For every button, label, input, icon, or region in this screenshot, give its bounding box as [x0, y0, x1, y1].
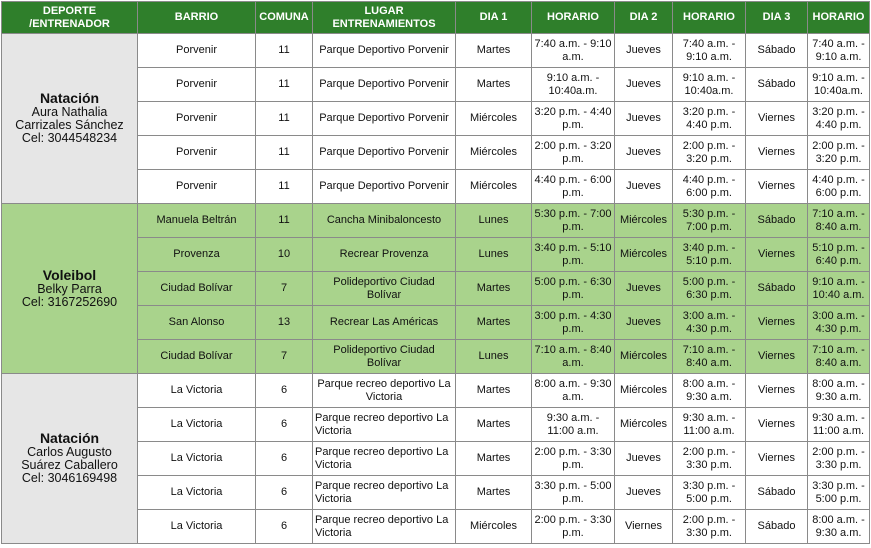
barrio-cell: La Victoria [138, 374, 256, 408]
horario3-cell: 5:10 p.m. - 6:40 p.m. [808, 238, 870, 272]
dia3-cell: Sábado [746, 476, 808, 510]
horario2-cell: 9:10 a.m. - 10:40a.m. [673, 68, 746, 102]
col-header-horario2: HORARIO [673, 2, 746, 34]
dia1-cell: Miércoles [456, 510, 532, 544]
dia3-cell: Viernes [746, 408, 808, 442]
lugar-cell: Parque recreo deportivo La Victoria [313, 510, 456, 544]
comuna-cell: 11 [256, 204, 313, 238]
barrio-cell: Ciudad Bolívar [138, 272, 256, 306]
comuna-cell: 11 [256, 170, 313, 204]
horario1-cell: 3:30 p.m. - 5:00 p.m. [532, 476, 615, 510]
dia2-cell: Miércoles [615, 340, 673, 374]
horario2-cell: 7:10 a.m. - 8:40 a.m. [673, 340, 746, 374]
dia2-cell: Viernes [615, 510, 673, 544]
coach-name: Aura Nathalia [31, 105, 108, 119]
coach-cell [2, 374, 138, 544]
horario3-cell: 3:20 p.m. - 4:40 p.m. [808, 102, 870, 136]
horario1-cell: 2:00 p.m. - 3:30 p.m. [532, 442, 615, 476]
dia3-cell: Sábado [746, 272, 808, 306]
barrio-cell: La Victoria [138, 510, 256, 544]
dia2-cell: Jueves [615, 170, 673, 204]
horario3-cell: 7:40 a.m. - 9:10 a.m. [808, 34, 870, 68]
comuna-cell: 11 [256, 68, 313, 102]
horario1-cell: 3:20 p.m. - 4:40 p.m. [532, 102, 615, 136]
barrio-cell: Manuela Beltrán [138, 204, 256, 238]
dia2-cell: Jueves [615, 68, 673, 102]
lugar-cell: Parque Deportivo Porvenir [313, 34, 456, 68]
lugar-cell: Parque Deportivo Porvenir [313, 68, 456, 102]
horario2-cell: 5:30 p.m. - 7:00 p.m. [673, 204, 746, 238]
col-header-comuna: COMUNA [256, 2, 313, 34]
dia1-cell: Lunes [456, 340, 532, 374]
horario1-cell: 2:00 p.m. - 3:20 p.m. [532, 136, 615, 170]
dia1-cell: Miércoles [456, 102, 532, 136]
horario3-cell: 7:10 a.m. - 8:40 a.m. [808, 204, 870, 238]
lugar-cell: Polideportivo Ciudad Bolívar [313, 272, 456, 306]
dia1-cell: Martes [456, 442, 532, 476]
dia2-cell: Jueves [615, 442, 673, 476]
comuna-cell: 10 [256, 238, 313, 272]
dia2-cell: Jueves [615, 136, 673, 170]
horario2-cell: 7:40 a.m. - 9:10 a.m. [673, 34, 746, 68]
horario1-cell: 8:00 a.m. - 9:30 a.m. [532, 374, 615, 408]
dia2-cell: Miércoles [615, 204, 673, 238]
table-row [2, 374, 870, 408]
dia1-cell: Martes [456, 306, 532, 340]
col-header-dia3: DIA 3 [746, 2, 808, 34]
col-header-horario3: HORARIO [808, 2, 870, 34]
comuna-cell: 7 [256, 340, 313, 374]
lugar-cell: Recrear Las Américas [313, 306, 456, 340]
dia3-cell: Viernes [746, 442, 808, 476]
comuna-cell: 6 [256, 476, 313, 510]
barrio-cell: La Victoria [138, 408, 256, 442]
horario2-cell: 9:30 a.m. - 11:00 a.m. [673, 408, 746, 442]
dia2-cell: Jueves [615, 272, 673, 306]
horario2-cell: 3:00 a.m. - 4:30 p.m. [673, 306, 746, 340]
lugar-cell: Parque recreo deportivo La Victoria [313, 374, 456, 408]
dia2-cell: Miércoles [615, 374, 673, 408]
barrio-cell: La Victoria [138, 442, 256, 476]
coach-name: Belky Parra [37, 281, 102, 296]
dia2-cell: Miércoles [615, 238, 673, 272]
coach-phone: Cel: 3046169498 [21, 471, 118, 485]
schedule-table [1, 1, 870, 544]
dia1-cell: Martes [456, 68, 532, 102]
horario2-cell: 5:00 p.m. - 6:30 p.m. [673, 272, 746, 306]
dia1-cell: Lunes [456, 204, 532, 238]
horario1-cell: 3:00 p.m. - 4:30 p.m. [532, 306, 615, 340]
horario3-cell: 3:00 a.m. - 4:30 p.m. [808, 306, 870, 340]
horario3-cell: 9:10 a.m. - 10:40 a.m. [808, 272, 870, 306]
horario1-cell: 5:30 p.m. - 7:00 p.m. [532, 204, 615, 238]
horario1-cell: 9:10 a.m. - 10:40a.m. [532, 68, 615, 102]
dia1-cell: Miércoles [456, 136, 532, 170]
dia1-cell: Lunes [456, 238, 532, 272]
horario1-cell: 7:40 a.m. - 9:10 a.m. [532, 34, 615, 68]
dia3-cell: Viernes [746, 102, 808, 136]
col-header-horario1: HORARIO [532, 2, 615, 34]
horario3-cell: 8:00 a.m. - 9:30 a.m. [808, 510, 870, 544]
dia3-cell: Sábado [746, 68, 808, 102]
dia2-cell: Jueves [615, 34, 673, 68]
comuna-cell: 11 [256, 136, 313, 170]
col-header-lugar: LUGAR ENTRENAMIENTOS [313, 2, 456, 34]
header-row [2, 2, 870, 34]
horario1-cell: 3:40 p.m. - 5:10 p.m. [532, 238, 615, 272]
horario3-cell: 7:10 a.m. - 8:40 a.m. [808, 340, 870, 374]
coach-cell [2, 204, 138, 374]
dia1-cell: Miércoles [456, 170, 532, 204]
dia3-cell: Viernes [746, 136, 808, 170]
horario2-cell: 3:40 p.m. - 5:10 p.m. [673, 238, 746, 272]
comuna-cell: 6 [256, 408, 313, 442]
comuna-cell: 6 [256, 442, 313, 476]
horario3-cell: 8:00 a.m. - 9:30 a.m. [808, 374, 870, 408]
dia3-cell: Viernes [746, 170, 808, 204]
dia3-cell: Viernes [746, 238, 808, 272]
horario1-cell: 9:30 a.m. - 11:00 a.m. [532, 408, 615, 442]
barrio-cell: Ciudad Bolívar [138, 340, 256, 374]
dia1-cell: Martes [456, 34, 532, 68]
dia3-cell: Sábado [746, 34, 808, 68]
dia2-cell: Miércoles [615, 408, 673, 442]
horario1-cell: 5:00 p.m. - 6:30 p.m. [532, 272, 615, 306]
table-row [2, 204, 870, 238]
barrio-cell: La Victoria [138, 476, 256, 510]
comuna-cell: 7 [256, 272, 313, 306]
dia3-cell: Viernes [746, 340, 808, 374]
comuna-cell: 13 [256, 306, 313, 340]
coach-surname: Suárez Caballero [21, 458, 118, 472]
sport-name: Natación [39, 90, 100, 106]
horario1-cell: 4:40 p.m. - 6:00 p.m. [532, 170, 615, 204]
horario2-cell: 2:00 p.m. - 3:30 p.m. [673, 442, 746, 476]
horario2-cell: 3:30 p.m. - 5:00 p.m. [673, 476, 746, 510]
col-header-barrio: BARRIO [138, 2, 256, 34]
lugar-cell: Parque recreo deportivo La Victoria [313, 476, 456, 510]
horario3-cell: 9:30 a.m. - 11:00 a.m. [808, 408, 870, 442]
lugar-cell: Polideportivo Ciudad Bolívar [313, 340, 456, 374]
lugar-cell: Parque Deportivo Porvenir [313, 136, 456, 170]
dia1-cell: Martes [456, 408, 532, 442]
dia3-cell: Viernes [746, 374, 808, 408]
lugar-cell: Parque Deportivo Porvenir [313, 102, 456, 136]
comuna-cell: 6 [256, 510, 313, 544]
col-header-dia2: DIA 2 [615, 2, 673, 34]
horario2-cell: 2:00 p.m. - 3:20 p.m. [673, 136, 746, 170]
horario1-cell: 7:10 a.m. - 8:40 a.m. [532, 340, 615, 374]
coach-surname: Carrizales Sánchez [15, 118, 124, 132]
barrio-cell: Porvenir [138, 136, 256, 170]
coach-phone: Cel: 3167252690 [21, 294, 118, 309]
dia3-cell: Viernes [746, 306, 808, 340]
dia2-cell: Jueves [615, 306, 673, 340]
coach-cell [2, 34, 138, 204]
horario3-cell: 2:00 p.m. - 3:30 p.m. [808, 442, 870, 476]
lugar-cell: Recrear Provenza [313, 238, 456, 272]
dia1-cell: Martes [456, 476, 532, 510]
barrio-cell: Porvenir [138, 68, 256, 102]
comuna-cell: 11 [256, 102, 313, 136]
barrio-cell: Provenza [138, 238, 256, 272]
horario2-cell: 4:40 p.m. - 6:00 p.m. [673, 170, 746, 204]
lugar-cell: Parque recreo deportivo La Victoria [313, 408, 456, 442]
horario3-cell: 9:10 a.m. - 10:40a.m. [808, 68, 870, 102]
horario2-cell: 2:00 p.m. - 3:30 p.m. [673, 510, 746, 544]
lugar-cell: Parque recreo deportivo La Victoria [313, 442, 456, 476]
horario3-cell: 4:40 p.m. - 6:00 p.m. [808, 170, 870, 204]
horario3-cell: 2:00 p.m. - 3:20 p.m. [808, 136, 870, 170]
horario2-cell: 3:20 p.m. - 4:40 p.m. [673, 102, 746, 136]
comuna-cell: 11 [256, 34, 313, 68]
dia1-cell: Martes [456, 374, 532, 408]
barrio-cell: Porvenir [138, 170, 256, 204]
dia3-cell: Sábado [746, 204, 808, 238]
table-row [2, 34, 870, 68]
sport-name: Natación [39, 430, 100, 446]
schedule-body [2, 34, 870, 544]
barrio-cell: San Alonso [138, 306, 256, 340]
coach-phone: Cel: 3044548234 [21, 131, 118, 145]
coach-name: Carlos Augusto [27, 445, 112, 459]
sport-name: Voleibol [42, 266, 97, 283]
barrio-cell: Porvenir [138, 34, 256, 68]
comuna-cell: 6 [256, 374, 313, 408]
horario1-cell: 2:00 p.m. - 3:30 p.m. [532, 510, 615, 544]
dia1-cell: Martes [456, 272, 532, 306]
dia2-cell: Jueves [615, 102, 673, 136]
dia3-cell: Sábado [746, 510, 808, 544]
dia2-cell: Jueves [615, 476, 673, 510]
barrio-cell: Porvenir [138, 102, 256, 136]
col-header-deporte: DEPORTE /ENTRENADOR [2, 2, 138, 34]
col-header-dia1: DIA 1 [456, 2, 532, 34]
horario3-cell: 3:30 p.m. - 5:00 p.m. [808, 476, 870, 510]
lugar-cell: Parque Deportivo Porvenir [313, 170, 456, 204]
lugar-cell: Cancha Minibaloncesto [313, 204, 456, 238]
horario2-cell: 8:00 a.m. - 9:30 a.m. [673, 374, 746, 408]
